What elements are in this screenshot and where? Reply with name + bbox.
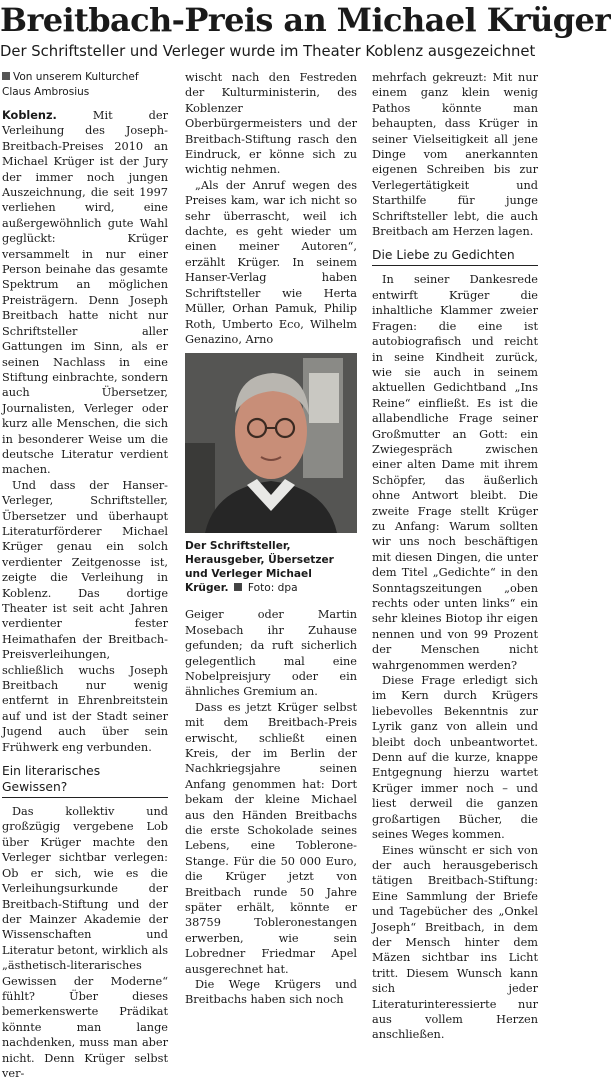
byline-author: Claus Ambrosius: [2, 86, 90, 98]
paragraph: Eines wünscht er sich von der auch herausgeberisch tätigen Breitbach-Stiftung: Eine Sammlung der Briefe und Tagebücher des „Onkel Joseph“ Breitbach, in dem der Mensch hinter dem Mäzen sichtbar ins Licht tritt. Diesem Wunsch kann sich jeder Literaturinteressierte nur aus vollem Herzen anschließen.: [372, 843, 538, 1042]
photo-caption: Der Schriftsteller, Herausgeber, Übersetzer und Verleger Michael Krüger. Foto: dpa: [185, 540, 334, 595]
square-bullet-icon: [234, 583, 242, 591]
photo-credit: Foto: dpa: [247, 582, 298, 595]
paragraph: mehrfach gekreuzt: Mit nur einem ganz klein wenig Pathos könnte man behaupten, dass Krüger in seiner Vielseitigkeit all jene Dinge vom anerkannten eigenen Schreiben bis zur Verlegertätigkeit und Starthilfe für junge Schriftsteller lebt, die auch Breitbach am Herzen lagen.: [372, 71, 538, 239]
dateline: Koblenz.: [2, 109, 57, 122]
subheading: Ein literarisches Gewissen?: [2, 763, 168, 798]
paragraph: Das kollektiv und großzügig vergebene Lob über Krüger machte den Verleger sichtbar verlegen: Ob er sich, wie es die Verleihungsurkunde der Breitbach-Stiftung und der der Mainzer Akademie der Wissenschaften und Literatur betont, wirklich als „ästhetisch-literarisches Gewissen der Moderne“ fühlt? Über dieses bemerkenswerte Prädikat könnte man lange nachdenken, muss man aber nicht. Denn Krüger selbst ver-: [2, 805, 168, 1080]
portrait-photo: [185, 353, 357, 533]
subheadline: Der Schriftsteller und Verleger wurde im Theater Koblenz ausgezeichnet: [0, 43, 536, 60]
byline: [2, 70, 168, 100]
paragraph: In seiner Dankesrede entwirft Krüger die inhaltliche Klammer zweier Fragen: die eine ist autobiografisch und reicht in seine Kindheit zurück, wie sie auch in seinem aktuellen Gedichtband „Ins Reine“ einfließt. Es ist die allabendliche Frage seiner Großmutter an Gott: ein Zwiegespräch zwischen einer alten Dame mit ihrem Schöpfer, das äußerlich ohne Antwort bleibt. Die zweite Frage stellt Krüger zu Anfang: Warum sollten wir uns noch beschäftigen mit diesen Dingen, die unter dem Titel „Gedichte“ in den Sonntagszeitungen „oben rechts oder unten links“ ein sehr kleines Biotop ihr eigen nennen und von 99 Prozent der Menschen nicht wahrgenommen werden?: [372, 273, 538, 672]
paragraph: Und dass der Hanser-Verleger, Schriftsteller, Übersetzer und überhaupt Literaturförderer Michael Krüger genau ein solch verdienter Zeitgenosse ist, zeigte die Verleihung in Koblenz. Das dortige Theater ist seit acht Jahren verdienter fester Heimathafen der Breitbach-Preisverleihungen, schließlich wuchs Joseph Breitbach nur wenig entfernt in Ehrenbreitstein auf und ist der Stadt seiner Jugend auch über sein Frühwerk eng verbunden.: [2, 478, 168, 754]
paragraph: Koblenz. Mit der Verleihung des Joseph-Breitbach-Preises 2010 an Michael Krüger ist der Jury der immer noch jungen Auszeichnung, die seit 1997 verliehen wird, eine außergewöhnlich gute Wahl geglückt: Krüger versammelt in nur einer Person beinahe das gesamte Spektrum an möglichen Preisträgern. Denn Joseph Breitbach hatte nicht nur Schriftsteller aller Gattungen im Sinn, als er seinen Nachlass in eine Stiftung einbrachte, sondern auch Übersetzer, Journalisten, Verleger oder kurz alle Menschen, die sich in besonderer Weise um die deutsche Literatur verdient machen.: [2, 109, 168, 477]
paragraph: Diese Frage erledigt sich im Kern durch Krügers liebevolles Bekenntnis zur Lyrik ganz von allein und bleibt doch unbeantwortet. Denn auf die kurze, knappe Entgegnung hierzu wartet Krüger immer noch – und liest derweil die ganzen großartigen Bücher, die seines Weges kommen.: [372, 674, 538, 842]
article-column-2: [185, 70, 357, 1008]
byline-line1: Von unserem Kulturchef: [13, 71, 139, 83]
paragraph: wischt nach den Festreden der Kulturministerin, des Koblenzer Oberbürgermeisters und der Breitbach-Stiftung rasch den Eindruck, er könne sich zu wichtig nehmen.: [185, 71, 357, 177]
square-bullet-icon: [2, 72, 10, 80]
paragraph: Die Wege Krügers und Breitbachs haben sich noch: [185, 978, 357, 1007]
paragraph: Geiger oder Martin Mosebach ihr Zuhause gefunden; da ruft sicherlich gelegentlich mal eine Nobelpreisjury oder ein ähnliches Gremium an.: [185, 608, 357, 699]
article-column-3: [372, 70, 538, 1043]
portrait-illustration: [185, 353, 357, 533]
article-column-1: [2, 70, 168, 1081]
subheading: Die Liebe zu Gedichten: [372, 247, 538, 266]
headline: Breitbach-Preis an Michael Krüger: [0, 1, 611, 39]
paragraph: Dass es jetzt Krüger selbst mit dem Breitbach-Preis erwischt, schließt einen Kreis, der im Berlin der Nachkriegsjahre seinen Anfang genommen hat: Dort bekam der kleine Michael aus den Händen Breitbachs die erste Schokolade seines Lebens, eine Toblerone-Stange. Für die 50 000 Euro, die Krüger jetzt von Breitbach runde 50 Jahre später erhält, könnte er 38759 Tobleronestangen erwerben, wie sein Lobredner Friedmar Apel ausgerechnet hat.: [185, 700, 357, 976]
paragraph: „Als der Anruf wegen des Preises kam, war ich nicht so sehr überrascht, weil ich dachte, es geht wieder um einen meiner Autoren“, erzählt Krüger. In seinem Hanser-Verlag haben Schriftsteller wie Herta Müller, Orhan Pamuk, Philip Roth, Umberto Eco, Wilhelm Genazino, Arno: [185, 178, 357, 346]
